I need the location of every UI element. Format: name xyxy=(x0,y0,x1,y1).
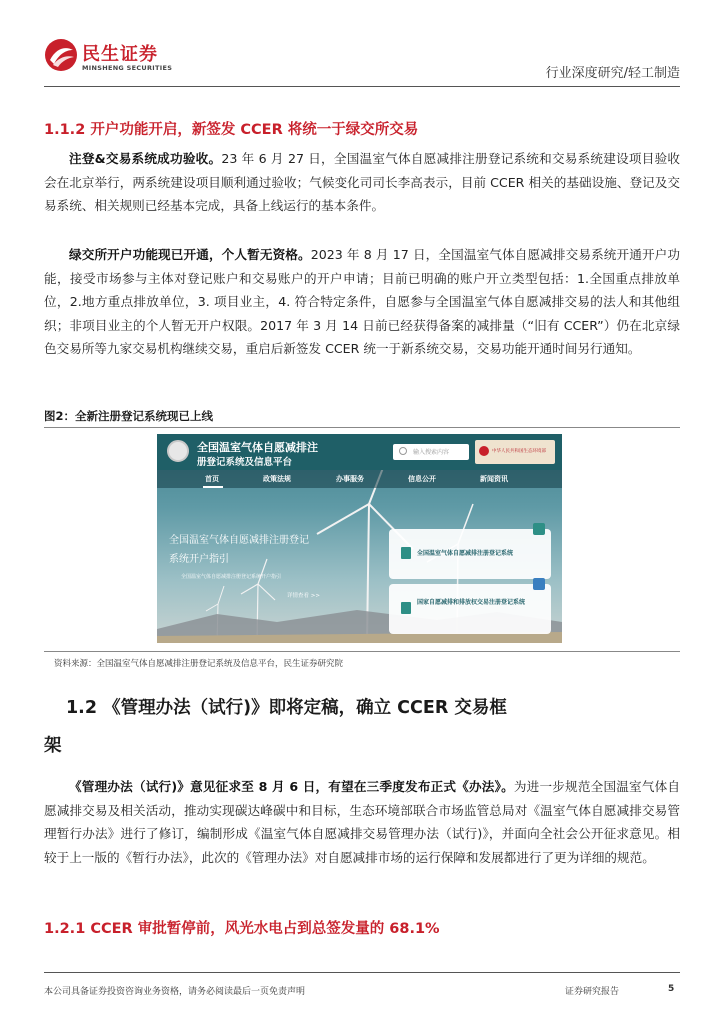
minsheng-logo-icon xyxy=(44,38,78,72)
logo-chinese-name: 民生证券 xyxy=(82,44,158,65)
figure-title: 图2：全新注册登记系统现已上线 xyxy=(44,409,213,423)
nav-policies[interactable]: 政策法规 xyxy=(263,475,291,483)
hero-subtitle: 全国温室气体自愿减排注册登记系统开户指引 xyxy=(181,574,282,580)
figure-top-rule xyxy=(44,427,680,428)
registry-website-screenshot xyxy=(157,434,562,643)
paragraph-account-opening xyxy=(44,243,680,361)
site-title-line1: 全国温室气体自愿减排注 xyxy=(197,441,318,454)
ministry-badge-text: 中华人民共和国生态环境部 xyxy=(492,449,546,454)
card-tag-icon xyxy=(533,523,545,535)
footer-disclaimer: 本公司具备证券投资咨询业务资格，请务必阅读最后一页免责声明 xyxy=(44,987,306,997)
header-divider xyxy=(44,86,680,87)
site-header-bar xyxy=(157,434,562,470)
nav-news[interactable]: 新闻资讯 xyxy=(480,475,508,483)
registry-system-card-label: 全国温室气体自愿减排注册登记系统 xyxy=(417,550,514,557)
paragraph-lead-bold: 绿交所开户功能现已开通，个人暂无资格。 xyxy=(69,247,311,262)
site-title-line2: 册登记系统及信息平台 xyxy=(197,457,293,468)
page-number: 5 xyxy=(668,984,675,994)
hero-more-link[interactable]: 详情查看 >> xyxy=(287,593,320,599)
nav-disclosure[interactable]: 信息公开 xyxy=(408,475,436,483)
paragraph-system-acceptance xyxy=(44,147,680,218)
figure-source: 资料来源：全国温室气体自愿减排注册登记系统及信息平台，民生证券研究院 xyxy=(54,659,344,669)
national-emblem-icon xyxy=(167,440,189,462)
paragraph-body: 23 年 6 月 27 日，全国温室气体自愿减排注册登记系统和交易系统建设项目验收会在北京举行，两系统建设项目顺利通过验收；气候变化司司长李高表示，目前 CCER 相关的基础设施、登记及交易系统、相关规则已经基本完成，具备上线运行的基本条件。 xyxy=(44,151,680,214)
paragraph-lead-bold: 《管理办法（试行)》意见征求至 8 月 6 日，有望在三季度发布正式《办法》。 xyxy=(69,779,514,794)
nav-home[interactable]: 首页 xyxy=(205,475,219,483)
search-placeholder: 输入搜索内容 xyxy=(413,449,450,456)
paragraph-management-measures xyxy=(44,775,680,869)
ministry-emblem-icon xyxy=(479,446,489,456)
document-icon xyxy=(401,602,411,614)
footer-doc-type: 证券研究报告 xyxy=(565,987,620,997)
hero-title-line2: 系统开户指引 xyxy=(169,554,229,565)
nav-active-indicator xyxy=(203,486,223,488)
section-heading-1-2-1: 1.2.1 CCER 审批暂停前，风光水电占到总签发量的 68.1% xyxy=(44,921,440,937)
card-tag-icon xyxy=(533,578,545,590)
logo-english-name: MINSHENG SECURITIES xyxy=(82,64,173,72)
paragraph-lead-bold: 注登&交易系统成功验收。 xyxy=(69,151,222,166)
national-registry-card[interactable] xyxy=(389,584,551,634)
national-registry-card-label: 国家自愿减排和排放权交易注册登记系统 xyxy=(417,599,526,606)
hero-title-line1: 全国温室气体自愿减排注册登记 xyxy=(169,535,309,546)
site-search-input[interactable] xyxy=(393,444,469,460)
ministry-badge-link[interactable] xyxy=(475,440,555,464)
footer-divider xyxy=(44,972,680,973)
document-icon xyxy=(401,547,411,559)
paragraph-body: 为进一步规范全国温室气体自愿减排交易及相关活动，推动实现碳达峰碳中和目标，生态环境部联合市场监管总局对《温室气体自愿减排交易管理暂行办法》进行了修订，编制形成《温室气体自愿减排交易管理办法（试行)》，并面向全社会公开征求意见。相较于上一版的《暂行办法》，此次的《管理办法》对自愿减排市场的运行保障和发展都进行了更为详细的规范。 xyxy=(44,779,680,865)
nav-services[interactable]: 办事服务 xyxy=(336,475,364,483)
section-heading-1-2-line1: 1.2 《管理办法（试行)》即将定稿，确立 CCER 交易框 xyxy=(66,698,507,718)
section-heading-1-1-2: 1.1.2 开户功能开启，新签发 CCER 将统一于绿交所交易 xyxy=(44,122,419,138)
page-header xyxy=(0,0,724,86)
figure-bottom-rule xyxy=(44,651,680,652)
section-heading-1-2-line2: 架 xyxy=(44,736,62,756)
site-nav-bar xyxy=(157,470,562,488)
minsheng-logo xyxy=(44,38,184,78)
search-icon xyxy=(399,447,407,455)
report-category: 行业深度研究/轻工制造 xyxy=(545,66,680,81)
registry-system-card[interactable] xyxy=(389,529,551,579)
paragraph-body: 2023 年 8 月 17 日，全国温室气体自愿减排交易系统开通开户功能，接受市场参与主体对登记账户和交易账户的开户申请；目前已明确的账户开立类型包括：1.全国重点排放单位，2.地方重点排放单位，3. 项目业主，4. 符合特定条件，自愿参与全国温室气体自愿减排交易的法人和其他组织；非项目业主的个人暂无开户权限。2017 年 3 月 14 日前已经获得备案的减排量（“旧有 CCER”）仍在北京绿色交易所等九家交易机构继续交易，重启后新签发 CCER 统一于新系统交易，交易功能开通时间另行通知。 xyxy=(44,247,681,357)
